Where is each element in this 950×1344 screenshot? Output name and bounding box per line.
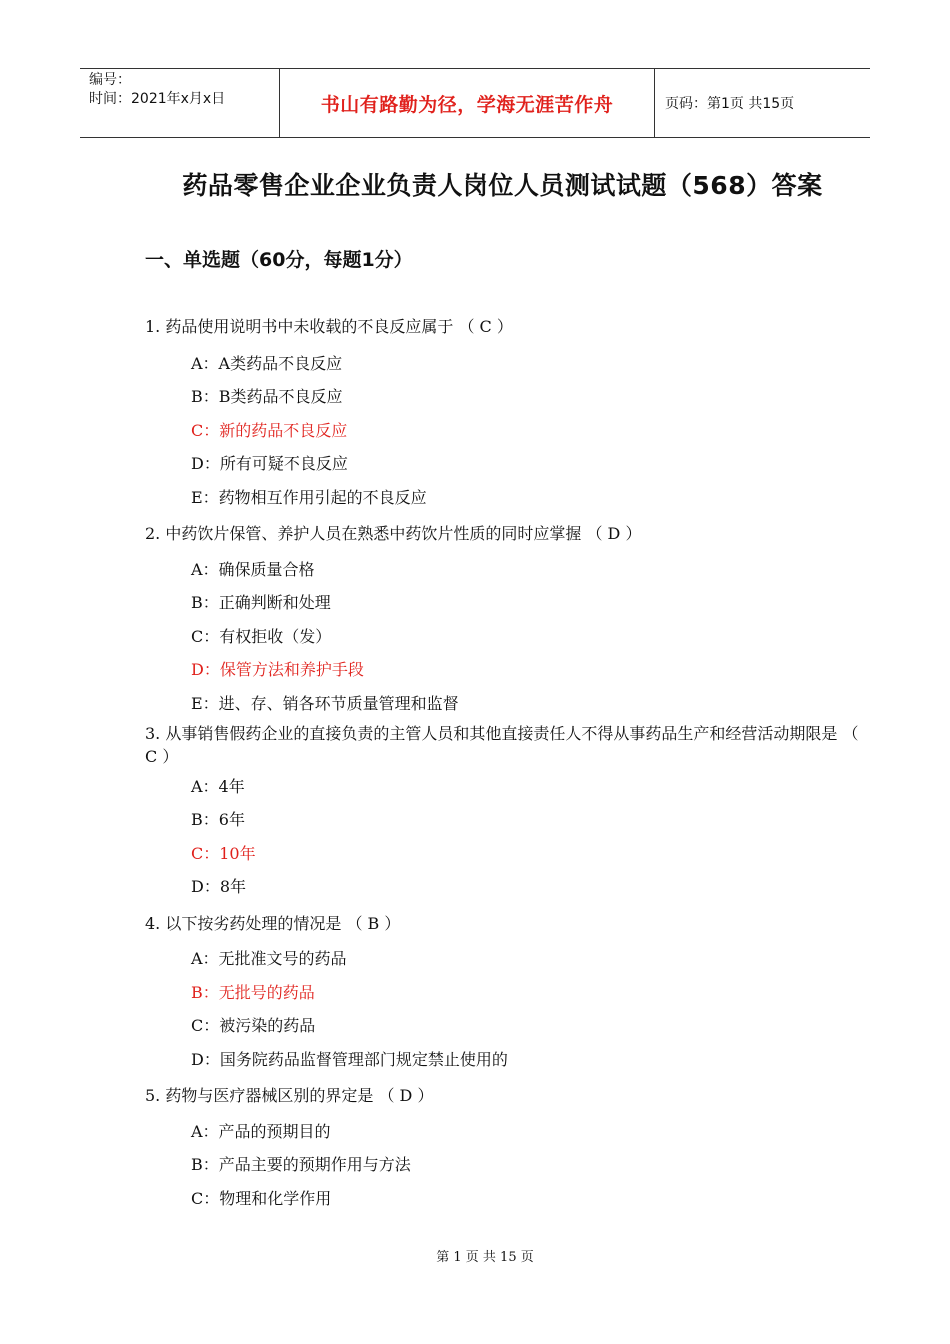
question-5: 5. 药物与医疗器械区别的界定是 （ D ） xyxy=(145,1086,434,1105)
question-5-option-a: A：产品的预期目的 xyxy=(191,1122,331,1141)
question-5-option-b: B：产品主要的预期作用与方法 xyxy=(191,1155,411,1174)
code-label: 编号： xyxy=(89,72,131,88)
page-header xyxy=(80,68,870,138)
question-4-option-c: C：被污染的药品 xyxy=(191,1016,316,1035)
time-label: 时间：2021年x月x日 xyxy=(89,91,226,107)
question-1-option-c: C：新的药品不良反应 xyxy=(191,421,348,440)
page-footer: 第 1 页 共 15 页 xyxy=(436,1250,534,1265)
question-2: 2. 中药饮片保管、养护人员在熟悉中药饮片性质的同时应掌握 （ D ） xyxy=(145,524,642,543)
question-3-option-d: D：8年 xyxy=(191,877,247,896)
question-3: 3. 从事销售假药企业的直接负责的主管人员和其他直接责任人不得从事药品生产和经营活动期限是 （ C ） xyxy=(145,724,859,766)
question-1-option-e: E：药物相互作用引起的不良反应 xyxy=(191,488,427,507)
question-2-option-e: E：进、存、销各环节质量管理和监督 xyxy=(191,694,459,713)
question-1-option-a: A：A类药品不良反应 xyxy=(191,354,343,373)
question-4-option-d: D：国务院药品监督管理部门规定禁止使用的 xyxy=(191,1050,508,1069)
document-title: 药品零售企业企业负责人岗位人员测试试题（568）答案 xyxy=(182,171,823,200)
question-2-option-a: A：确保质量合格 xyxy=(191,560,315,579)
question-1-option-d: D：所有可疑不良反应 xyxy=(191,454,348,473)
question-2-option-c: C：有权拒收（发） xyxy=(191,627,332,646)
question-2-option-d: D：保管方法和养护手段 xyxy=(191,660,364,679)
question-4-option-b: B：无批号的药品 xyxy=(191,983,315,1002)
header-meta xyxy=(80,69,280,137)
question-3-option-b: B：6年 xyxy=(191,810,245,829)
question-1: 1. 药品使用说明书中未收载的不良反应属于 （ C ） xyxy=(145,317,513,336)
question-2-option-b: B：正确判断和处理 xyxy=(191,593,331,612)
section-title: 一、单选题（60分，每题1分） xyxy=(145,249,413,271)
question-5-option-c: C：物理和化学作用 xyxy=(191,1189,332,1208)
question-3-option-c: C：10年 xyxy=(191,844,256,863)
motto: 书山有路勤为径，学海无涯苦作舟 xyxy=(280,69,655,137)
question-1-option-b: B：B类药品不良反应 xyxy=(191,387,343,406)
question-4: 4. 以下按劣药处理的情况是 （ B ） xyxy=(145,914,401,933)
question-3-option-a: A：4年 xyxy=(191,777,245,796)
question-4-option-a: A：无批准文号的药品 xyxy=(191,949,347,968)
page-info: 页码：第1页 共15页 xyxy=(665,96,795,112)
